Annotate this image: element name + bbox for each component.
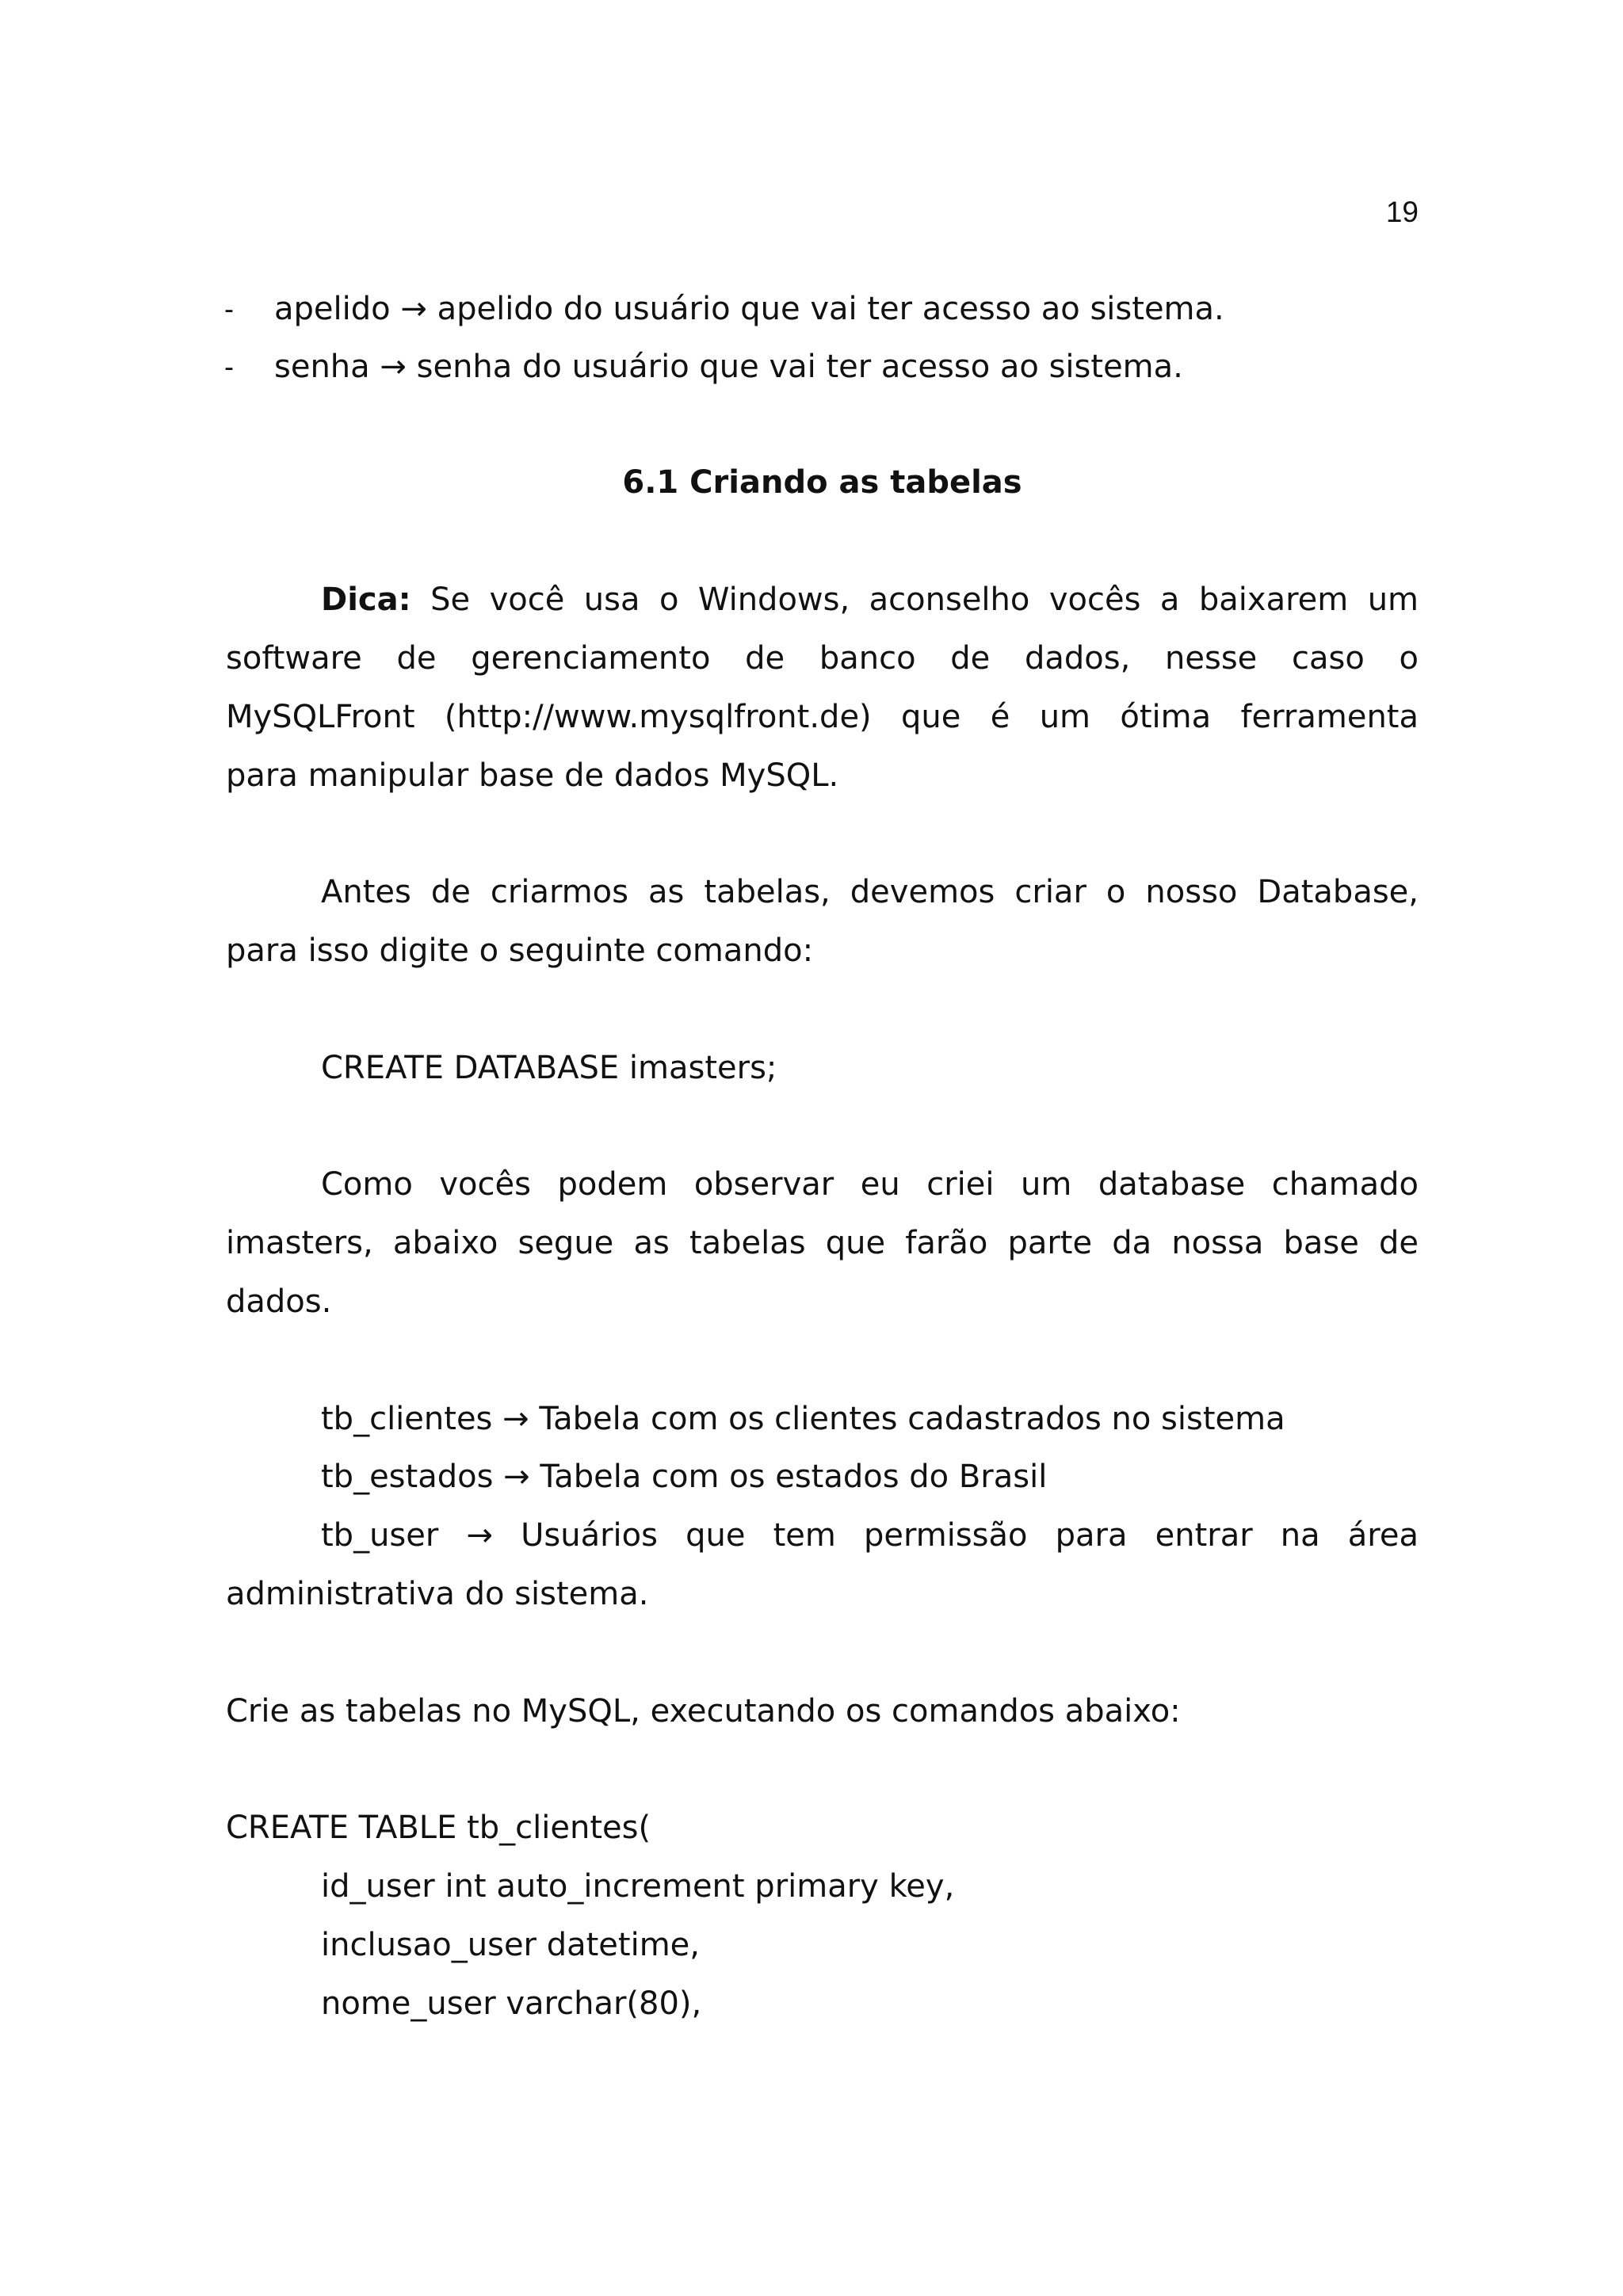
field-description: apelido do usuário que vai ter acesso ao sistema. (437, 291, 1224, 327)
table-description: Usuários que tem permissão para entrar na área (521, 1517, 1419, 1554)
page-number: 19 (1385, 196, 1419, 228)
list-item (274, 348, 1183, 386)
code-field-line: nome_user varchar(80), (321, 1985, 702, 2022)
arrow-icon: → (503, 1459, 530, 1495)
list-bullet: - (224, 292, 234, 325)
create-database-command: CREATE DATABASE imasters; (321, 1050, 777, 1086)
list-item (274, 290, 1224, 328)
arrow-icon: → (400, 291, 427, 327)
paragraph-tables-line-3: dados. (226, 1283, 332, 1320)
code-create-table: CREATE TABLE tb_clientes( (226, 1810, 651, 1846)
table-item-continuation: administrativa do sistema. (226, 1576, 649, 1612)
tip-line-2: software de gerenciamento de banco de dados, nesse caso o (226, 640, 1419, 677)
table-name: tb_clientes (321, 1401, 493, 1437)
tip-label: Dica: (321, 582, 411, 618)
code-field-line: inclusao_user datetime, (321, 1927, 700, 1963)
table-description: Tabela com os estados do Brasil (540, 1459, 1048, 1495)
tip-line-4: para manipular base de dados MySQL. (226, 757, 839, 794)
table-name: tb_estados (321, 1459, 494, 1495)
paragraph-tables-line-2: imasters, abaixo segue as tabelas que farão parte da nossa base de (226, 1225, 1419, 1261)
arrow-icon: → (502, 1401, 529, 1437)
field-name: senha (274, 349, 370, 385)
code-field-line: id_user int auto_increment primary key, (321, 1868, 955, 1905)
table-item (321, 1516, 1419, 1554)
tip-text: Se você usa o Windows, aconselho vocês a baixarem um (430, 582, 1419, 618)
tip-line-3: MySQLFront (http://www.mysqlfront.de) que é um ótima ferramenta (226, 699, 1419, 735)
instruction-text: Crie as tabelas no MySQL, executando os comandos abaixo: (226, 1693, 1181, 1730)
paragraph-tables-line-1: Como vocês podem observar eu criei um database chamado (321, 1166, 1419, 1203)
paragraph-database-line-2: para isso digite o seguinte comando: (226, 933, 814, 969)
table-name: tb_user (321, 1517, 439, 1554)
tip-line-1 (321, 581, 1419, 619)
field-name: apelido (274, 291, 391, 327)
paragraph-database-line-1: Antes de criarmos as tabelas, devemos criar o nosso Database, (321, 874, 1419, 910)
arrow-icon: → (466, 1517, 493, 1554)
table-item (321, 1458, 1047, 1496)
list-bullet: - (224, 350, 234, 383)
table-item (321, 1400, 1285, 1438)
table-description: Tabela com os clientes cadastrados no sistema (539, 1401, 1285, 1437)
field-description: senha do usuário que vai ter acesso ao sistema. (416, 349, 1183, 385)
arrow-icon: → (380, 349, 407, 385)
section-heading: 6.1 Criando as tabelas (622, 464, 1022, 501)
